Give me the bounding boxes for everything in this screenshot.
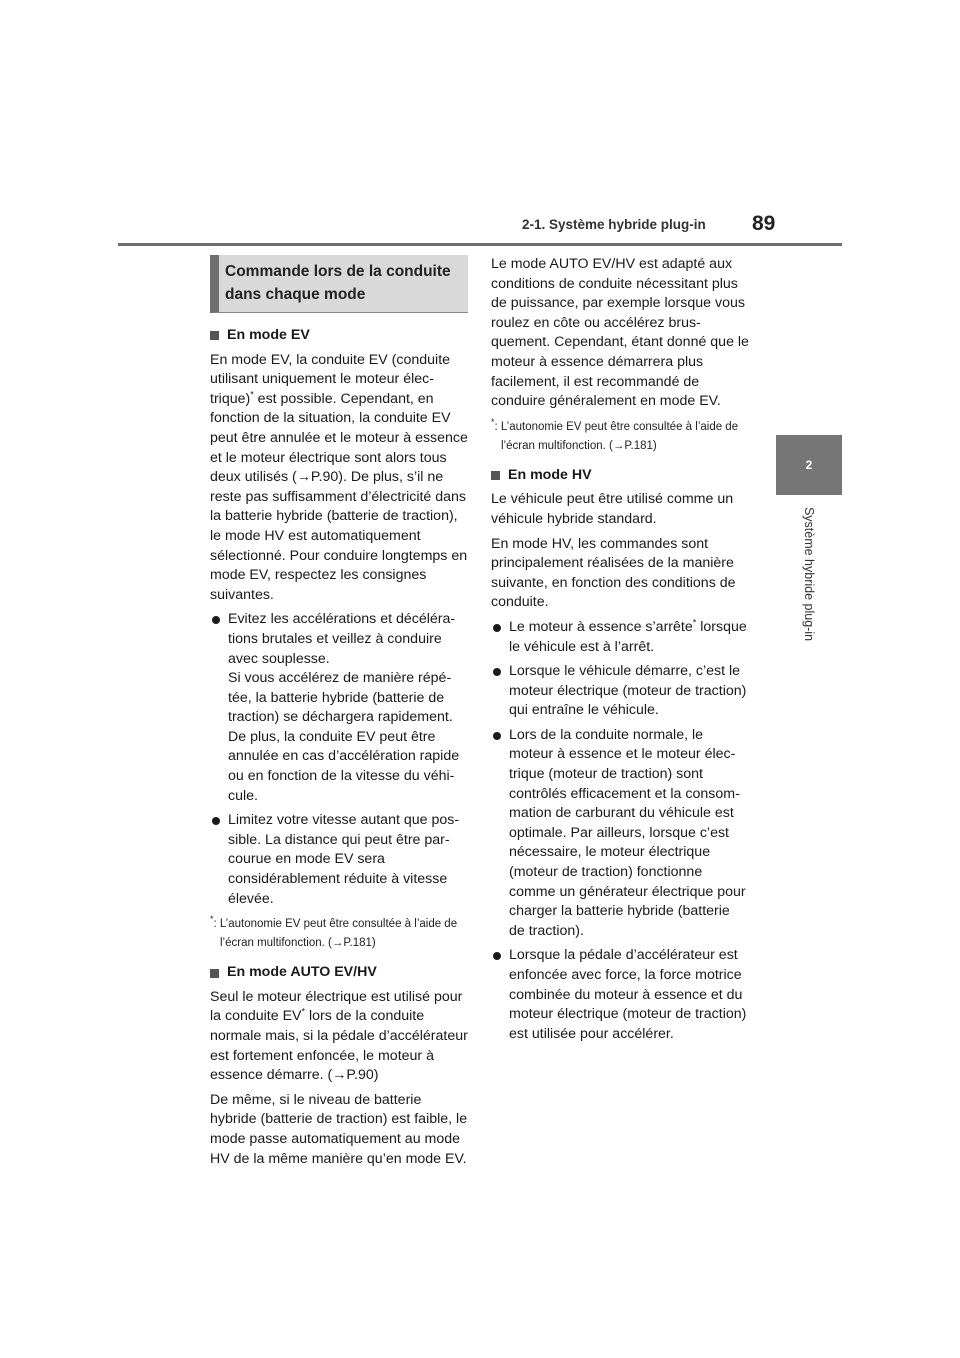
hv-bullet-stop-b: lorsque le véhicule est à l’arrêt.	[509, 618, 747, 655]
square-bullet-icon	[491, 471, 500, 480]
ev-bullet-speed	[210, 811, 468, 909]
hv-bullet-stop-a: Le moteur à essence s’arrête	[509, 618, 693, 635]
auto-footnote	[491, 418, 749, 456]
auto-mode-paragraph-b: lors de la conduite normale mais, si la pédale d’accélérateur est fortement enfoncée, le moteur à essence démarre. (→P.90)	[210, 1008, 468, 1084]
hv-bullet-start-text: Lorsque le véhicule démarre, c’est le moteur électrique (moteur de traction) qui entraîne le véhicule.	[509, 663, 747, 719]
chapter-tab	[776, 435, 842, 495]
ev-mode-paragraph-b: est possible. Cependant, en fonction de la situation, la conduite EV peut être annulée et le moteur à essence et le moteur électrique sont alors tous deux utilisés (→P.90). De plus, s’il ne reste pas suffisamment d’électricité dans la batterie hybride (batterie de traction), le mode HV est automatiquement sélectionné. Pour conduire longtemps en mode EV, respectez les consignes suivantes.	[210, 390, 468, 603]
ev-footnote-text: : L’autonomie EV peut être consultée à l’aide de l’écran multifonction. (→P.181)	[213, 918, 458, 950]
ev-bullet-accel	[210, 610, 468, 806]
hv-bullet-stop-text	[509, 618, 749, 657]
hv-bullet-stop	[491, 618, 749, 657]
auto-mode-paragraph	[210, 988, 468, 1086]
ev-footnote	[210, 915, 468, 953]
footnote-marker: *	[301, 1006, 306, 1017]
hv-bullet-normal	[491, 726, 749, 942]
footnote-marker: *	[250, 389, 254, 400]
bullet-dot-icon	[493, 732, 501, 740]
footnote-marker: *	[491, 416, 495, 427]
hv-bullet-start	[491, 662, 749, 721]
ev-mode-heading-text: En mode EV	[227, 327, 310, 343]
hv-mode-paragraph-2: En mode HV, les commandes sont principalement réalisées de la manière suivante, en fonction des conditions de conduite.	[491, 535, 736, 611]
bullet-dot-icon	[212, 817, 220, 825]
bullet-dot-icon	[493, 952, 501, 960]
auto-mode-heading-text: En mode AUTO EV/HV	[227, 964, 377, 981]
hv-mode-heading-text: En mode HV	[508, 466, 592, 483]
ev-mode-heading	[210, 326, 468, 346]
auto-mode-paragraph-2: De même, si le niveau de batterie hybride (batterie de traction) est faible, le mode passe automatiquement au mode HV de la même manière qu’en mode EV.	[210, 1091, 468, 1167]
section-title-line2: dans chaque mode	[225, 286, 366, 303]
auto-mode-paragraph-3: Le mode AUTO EV/HV est adapté aux conditions de conduite nécessitant plus de puissance, par exemple lorsque vous roulez en côte ou accélérez brusquement. Cependant, étant donné que le moteur à essence démarrera plus facilement, il est recommandé de conduire généralement en mode EV.	[491, 256, 749, 410]
ev-bullet-accel-text: Evitez les accélérations et décélérations brutales et veillez à conduire avec souplesse.	[228, 611, 456, 667]
square-bullet-icon	[210, 331, 219, 340]
ev-bullet-accel-detail: Si vous accélérez de manière répétée, la batterie hybride (batterie de traction) se déchargera rapidement. De plus, la conduite EV peut être annulée en cas d’accélération rapide ou en fonction de la vitesse du véhicule.	[228, 670, 460, 804]
ev-bullet-speed-text: Limitez votre vitesse autant que possible. La distance qui peut être parcourue en mode EV sera considérablement réduite à vitesse élevée.	[228, 812, 460, 907]
hv-mode-paragraph: Le véhicule peut être utilisé comme un véhicule hybride standard.	[491, 491, 734, 527]
header-title: 2-1. Système hybride plug-in	[522, 217, 706, 232]
section-title-line1: Commande lors de la conduite	[225, 263, 451, 280]
square-bullet-icon	[210, 969, 219, 978]
hv-bullet-accel-text: Lorsque la pédale d’accélérateur est enfoncée avec force, la force motrice combinée du moteur à essence et du moteur électrique (moteur de traction) est utilisée pour accélérer.	[509, 947, 747, 1042]
left-column	[210, 255, 468, 1174]
ev-mode-paragraph	[210, 351, 468, 606]
auto-mode-heading	[210, 963, 468, 983]
auto-footnote-text: : L’autonomie EV peut être consultée à l’aide de l’écran multifonction. (→P.181)	[494, 420, 739, 452]
bullet-dot-icon	[212, 616, 220, 624]
chapter-side-label: Système hybride plug-in	[802, 506, 816, 642]
footnote-marker: *	[210, 914, 214, 925]
auto-mode-paragraph-a: Seul le moteur électrique est utilisé pour la conduite EV	[210, 988, 463, 1025]
bullet-dot-icon	[493, 624, 501, 632]
right-column	[491, 255, 749, 1049]
hv-bullet-accel	[491, 946, 749, 1044]
bullet-dot-icon	[493, 668, 501, 676]
footnote-marker: *	[692, 617, 697, 628]
hv-mode-heading	[491, 466, 749, 486]
header-divider	[118, 243, 842, 246]
chapter-number: 2	[805, 458, 813, 472]
hv-bullet-normal-text: Lors de la conduite normale, le moteur à essence et le moteur électrique (moteur de traction) sont contrôlés efficacement et la consommation de carburant du véhicule est optimale. Par ailleurs, lorsque c’est nécessaire, le moteur électrique (moteur de traction) fonctionne comme un générateur électrique pour charger la batterie hybride (batterie de traction).	[509, 726, 746, 939]
page-number: 89	[752, 212, 776, 235]
section-title	[210, 255, 468, 313]
ev-mode-paragraph-a: En mode EV, la conduite EV (conduite utilisant uniquement le moteur électrique)	[210, 351, 451, 407]
